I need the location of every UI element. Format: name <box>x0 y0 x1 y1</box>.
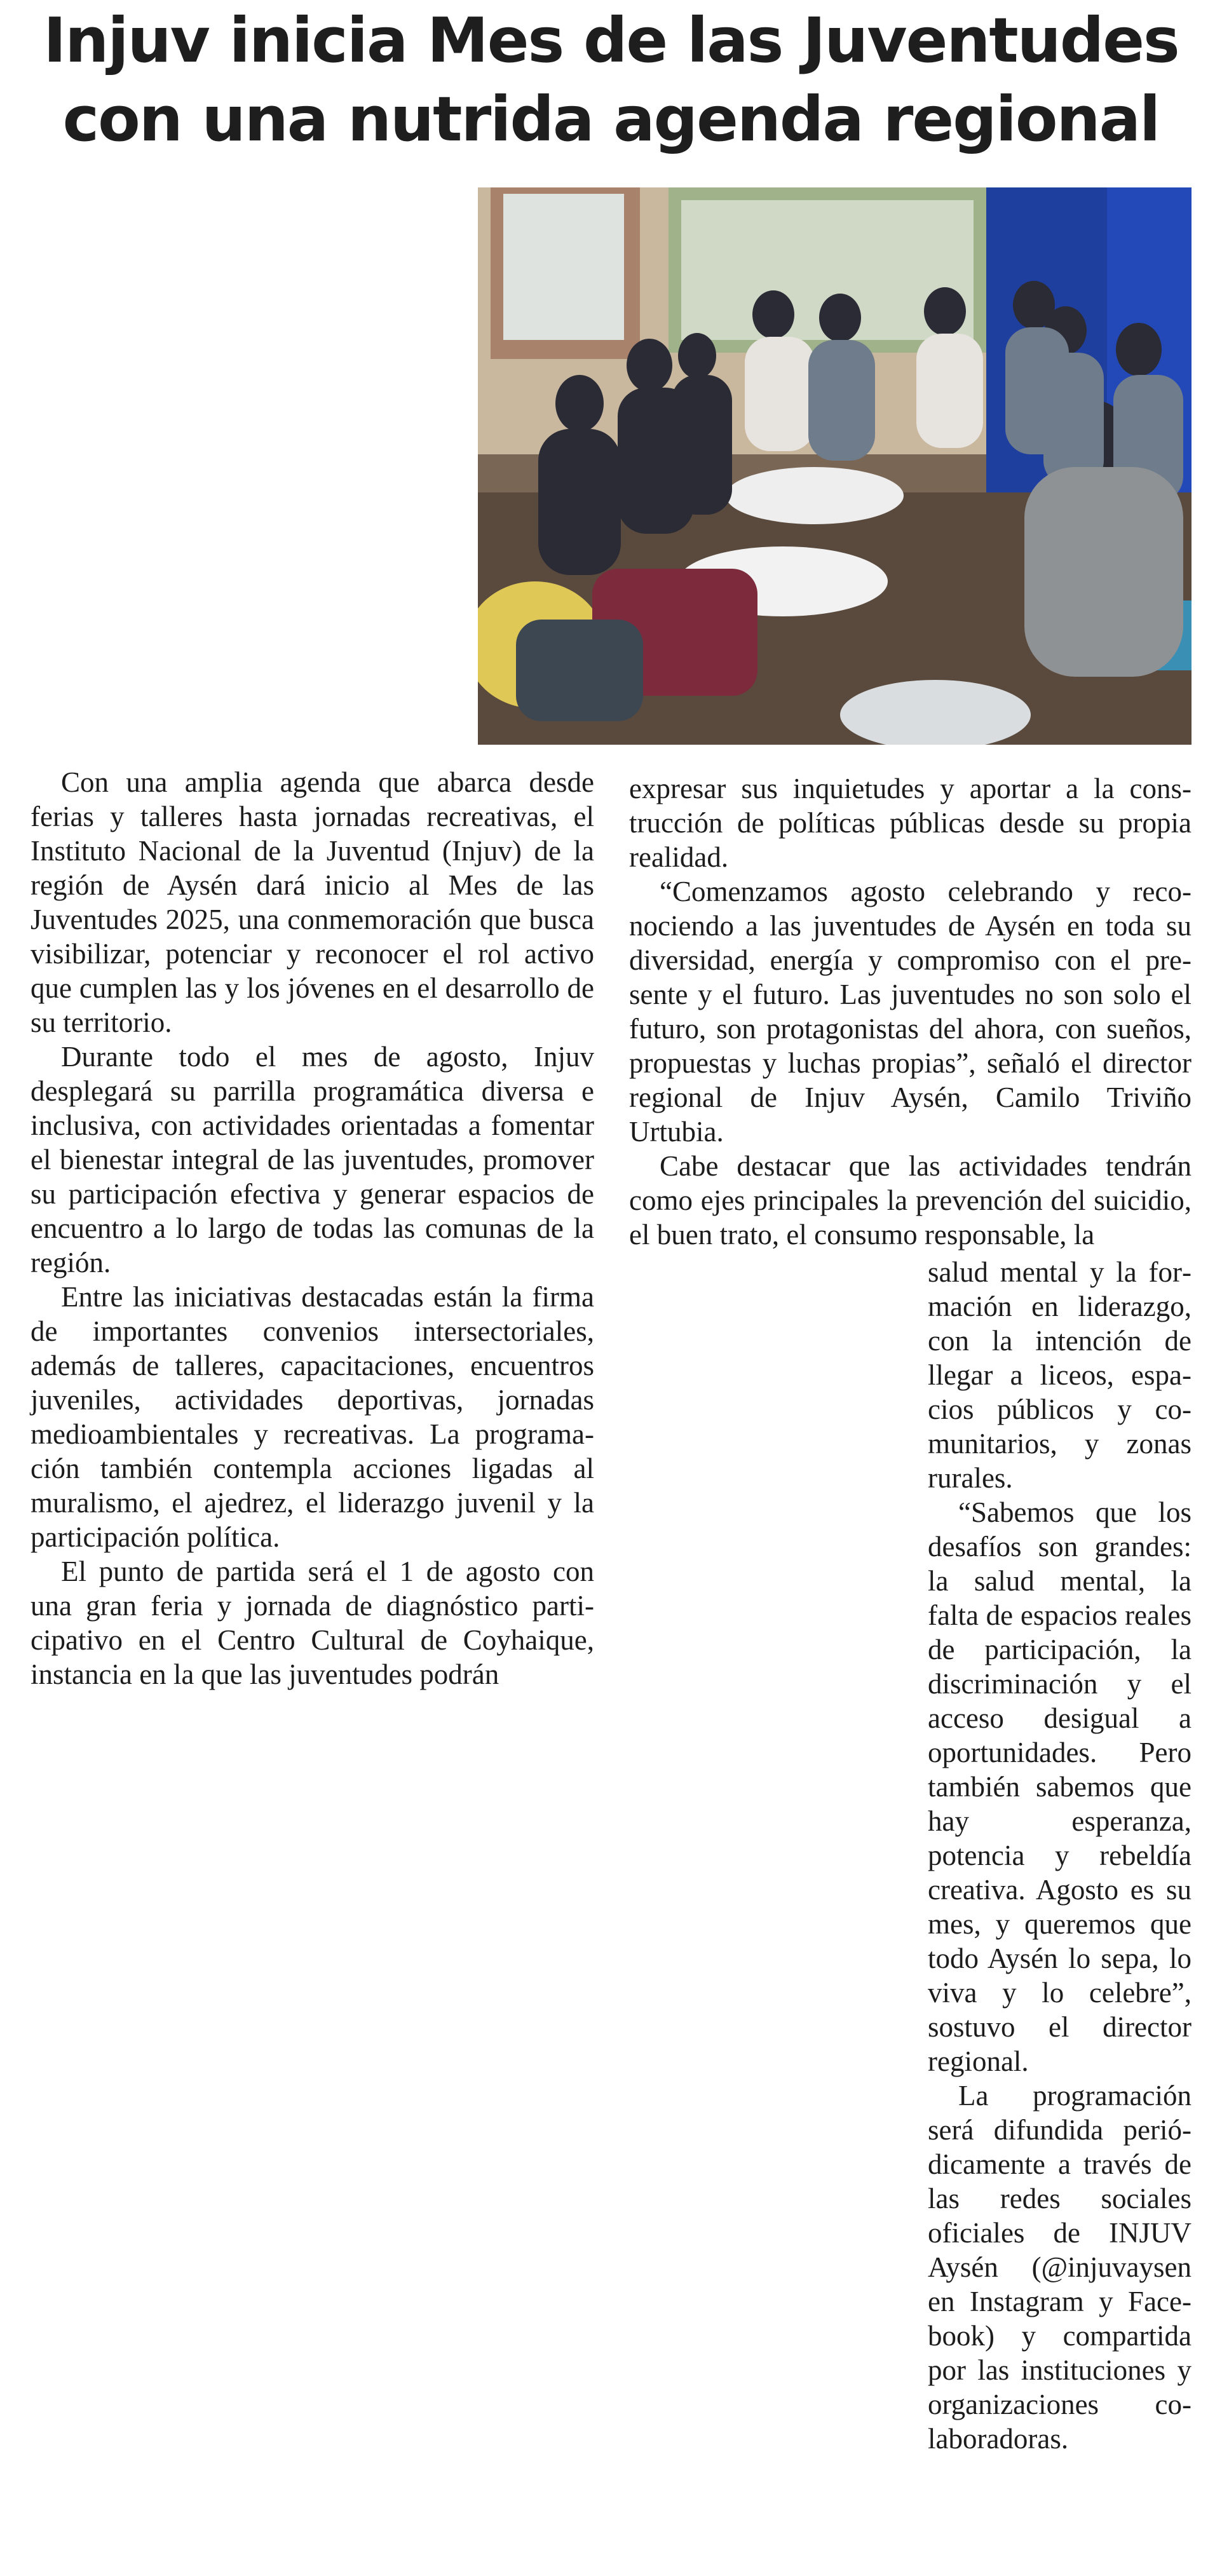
paragraph-2: Durante todo el mes de agosto, Injuv desplegará su parrilla programática diversa e inclusiva, con actividades orientadas a fomentar el bienestar integral de las juventudes, promover su participación efectiva y generar espacios de encuentro a lo largo de todas las comunas de la región. <box>31 1041 594 1278</box>
column-middle <box>629 771 1191 1252</box>
paragraph-4-start: El punto de partida será el 1 de agosto con una gran feria y jornada de diagnóstico participativo en el Centro Cultural de Coyhaique, instancia en la que las juventudes podrán <box>31 1556 594 1690</box>
paragraph-4-end: expresar sus inquietudes y aportar a la construcción de políticas públicas desde su propia realidad. <box>629 773 1191 873</box>
headline-line-2: con una nutrida agenda regional <box>62 83 1160 155</box>
paragraph-5: “Comenzamos agosto celebrando y reconociendo a las juventudes de Aysén en toda su diversidad, energía y compromiso con el presente y el futuro. Las juventudes no son solo el futuro, son protagonistas del ahora, con sueños, propuestas y luchas propias”, señaló el director regional de Injuv Aysén, Camilo Triviño Urtubia. <box>629 876 1191 1148</box>
headline-line-1: Injuv inicia Mes de las Juventudes <box>43 4 1179 76</box>
paragraph-7: “Sabemos que los desafíos son grandes: la salud mental, la falta de espacios reales de participación, la discriminación y el acceso desigual a oportunidades. Pero también sabemos que hay esperanza, potencia y rebeldía creativa. Agosto es su mes, y queremos que todo Aysén lo sepa, lo viva y lo celebre”, sostuvo el director regional. <box>928 1496 1191 2077</box>
paragraph-8: La programación será difundida periódicamente a través de las redes sociales oficiales de INJUV Aysén (@injuvaysen en Instagram y Facebook) y compartida por las instituciones y organizaciones colaboradoras. <box>928 2080 1191 2455</box>
photo-spacer <box>0 187 594 765</box>
headline <box>25 0 1197 159</box>
column-right <box>928 1255 1191 2456</box>
paragraph-3: Entre las iniciativas destacadas están la firma de importantes convenios intersectoriales, además de talleres, capacitaciones, encuentros juveniles, actividades deportivas, jornadas medioambientales y recreativas. La programación también contempla acciones ligadas al muralismo, el ajedrez, el liderazgo juvenil y la participación política. <box>31 1281 594 1553</box>
paragraph-6-start: Cabe destacar que las actividades tendrán como ejes principales la prevención del suicidio, el buen trato, el consumo responsable, la <box>629 1150 1191 1251</box>
column-left <box>31 187 594 1691</box>
paragraph-6-end: salud mental y la formación en liderazgo, con la intención de llegar a liceos, espacios públicos y comunitarios, y zonas rurales. <box>928 1256 1191 1494</box>
paragraph-1: Con una amplia agenda que abarca desde ferias y talleres hasta jornadas recreativas, el Instituto Nacional de la Juventud (Injuv) de la región de Aysén dará inicio al Mes de las Juventudes 2025, una conmemoración que busca visibilizar, potenciar y reconocer el rol activo que cumplen las y los jóvenes en el desarrollo de su territorio. <box>31 766 594 1038</box>
